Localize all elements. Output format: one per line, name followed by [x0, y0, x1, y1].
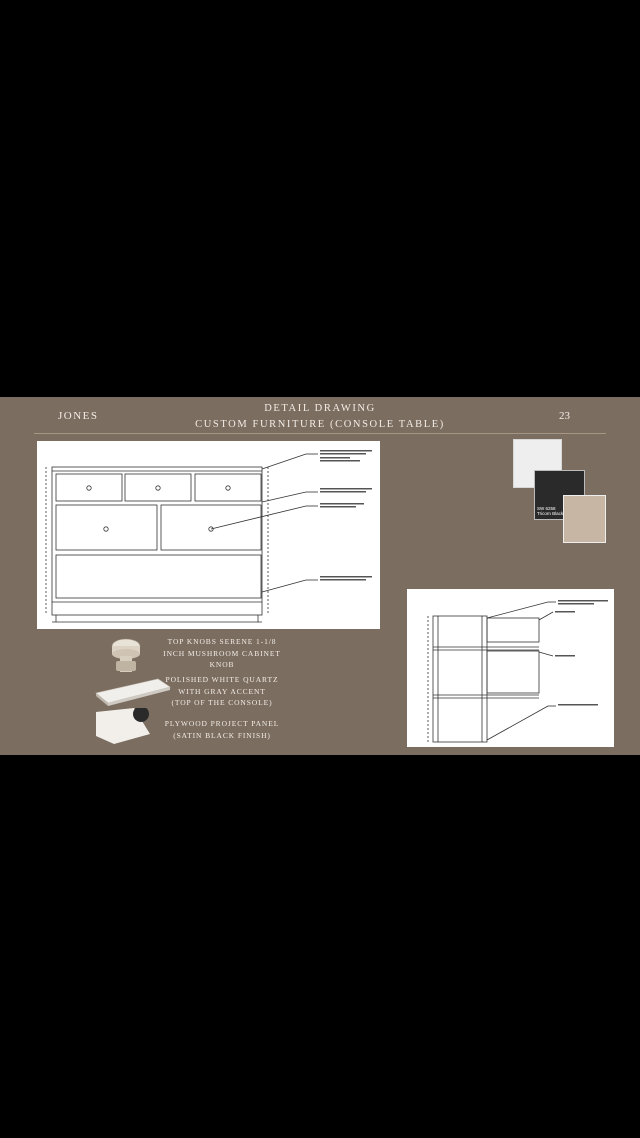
- front-elevation-svg: [38, 442, 379, 628]
- presentation-slide: [0, 397, 640, 755]
- page-title: [0, 401, 640, 433]
- paint-code: SW 6258: [537, 506, 556, 511]
- page-number: 23: [559, 410, 570, 422]
- plywood-label-line-2: (SATIN BLACK FINISH): [173, 730, 271, 740]
- top-drawer-2: [125, 474, 191, 501]
- bottom-drawer: [56, 555, 261, 598]
- front-elevation-drawing: [37, 441, 380, 629]
- header-divider: [34, 433, 606, 434]
- plywood-label-line-1: PLYWOOD PROJECT PANEL: [164, 719, 280, 728]
- paint-swatch-label: [537, 506, 563, 516]
- quartz-description: [160, 674, 284, 709]
- client-name: JONES: [58, 410, 99, 422]
- side-outline: [433, 616, 487, 742]
- quartz-label-line-2: WITH GRAY ACCENT: [178, 686, 266, 696]
- knob-1: [87, 486, 91, 490]
- knob-2: [156, 486, 160, 490]
- quartz-label-line-1: POLISHED WHITE QUARTZ: [165, 675, 279, 684]
- knob-label-line-1: TOP KNOBS SERENE 1-1/8: [167, 637, 277, 646]
- plywood-panel-image: [94, 708, 156, 746]
- plywood-description: [160, 718, 284, 741]
- top-drawer-1: [56, 474, 122, 501]
- knob-label-line-3: KNOB: [209, 660, 235, 669]
- middle-drawer-2: [161, 505, 261, 550]
- paint-name: Tricorn Black: [537, 511, 564, 516]
- side-elevation-drawing: [407, 589, 614, 747]
- quartz-label-line-3: (TOP OF THE CONSOLE): [171, 698, 273, 707]
- title-line-1: DETAIL DRAWING: [264, 403, 376, 414]
- plywood-swatch: [563, 495, 606, 543]
- title-line-2: CUSTOM FURNITURE (CONSOLE TABLE): [195, 419, 445, 430]
- knob-description: [160, 636, 284, 671]
- mushroom-knob-image: [108, 637, 144, 675]
- knob-4: [104, 527, 108, 531]
- middle-drawer-1: [56, 505, 157, 550]
- knob-label-line-2: INCH MUSHROOM CABINET: [163, 648, 281, 658]
- knob-3: [226, 486, 230, 490]
- side-elevation-svg: [408, 590, 613, 746]
- top-drawer-3: [195, 474, 261, 501]
